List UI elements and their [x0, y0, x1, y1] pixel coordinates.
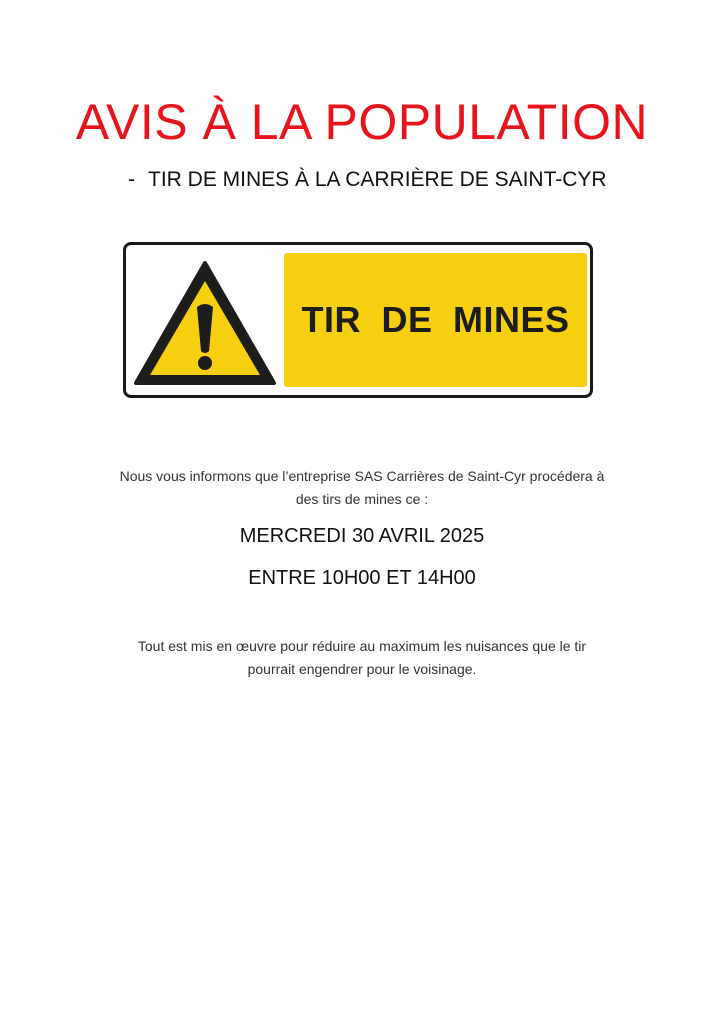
- note-line: pourrait engendrer pour le voisinage.: [247, 661, 477, 677]
- info-line: des tirs de mines ce :: [295, 491, 429, 507]
- page-subtitle: [128, 166, 607, 194]
- note-paragraph: [90, 635, 634, 681]
- note-line: Tout est mis en œuvre pour réduire au maximum les nuisances que le tir: [137, 638, 587, 654]
- warning-triangle-icon: [132, 259, 278, 389]
- sign-text: TIR DE MINES: [301, 299, 570, 340]
- page-title: AVIS À LA POPULATION: [75, 94, 649, 150]
- subtitle-text: TIR DE MINES À LA CARRIÈRE DE SAINT-CYR: [148, 168, 607, 191]
- blast-time: ENTRE 10H00 ET 14H00: [248, 567, 476, 589]
- blast-date: MERCREDI 30 AVRIL 2025: [239, 525, 485, 547]
- subtitle-dash: -: [128, 168, 135, 191]
- sign-panel: [284, 253, 587, 387]
- warning-sign: [123, 242, 593, 398]
- info-line: Nous vous informons que l’entreprise SAS Carrières de Saint-Cyr procédera à: [119, 468, 605, 484]
- info-paragraph: [80, 465, 644, 511]
